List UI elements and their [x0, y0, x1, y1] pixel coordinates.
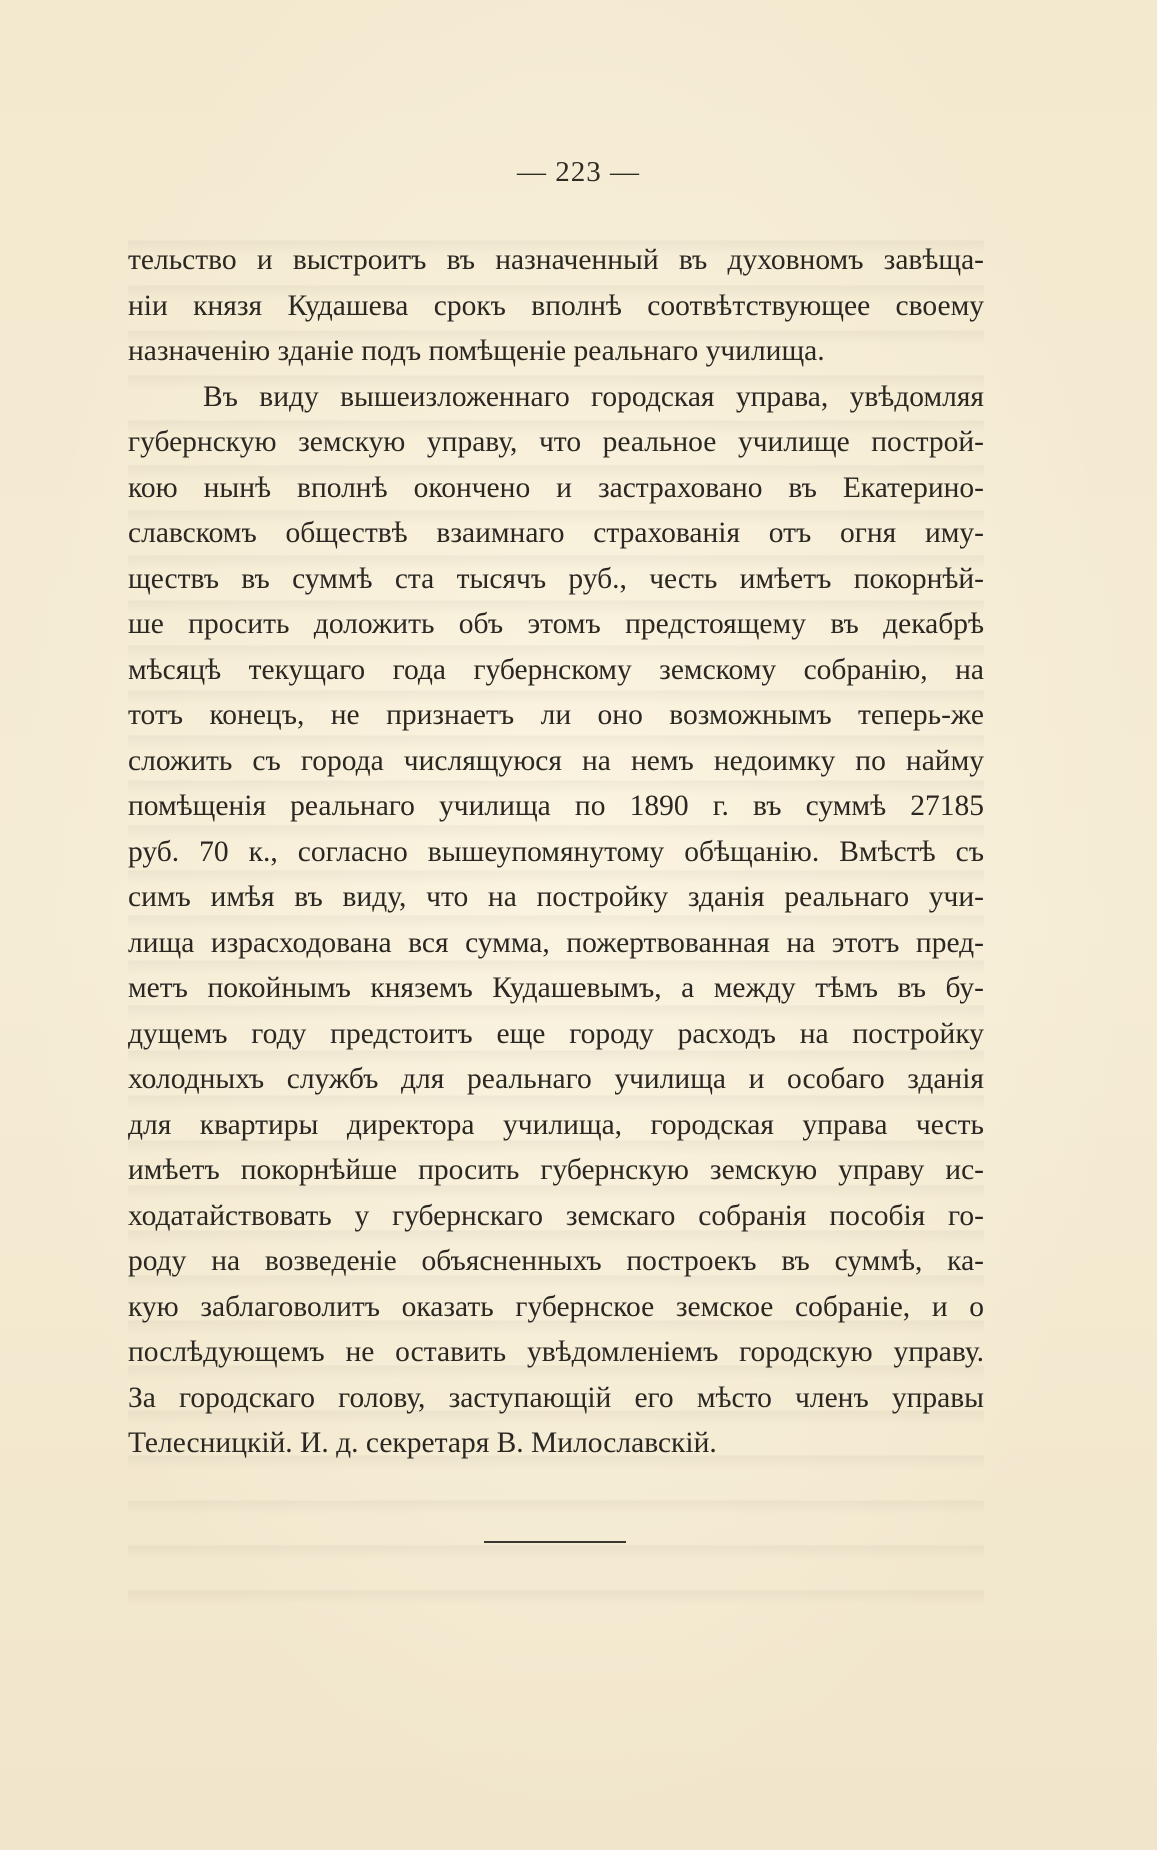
text-line: кую заблаговолитъ оказать губернское земское собранiе, и о — [128, 1290, 984, 1323]
text-line: ше просить доложить объ этомъ предстоящему въ декабрѣ — [128, 608, 984, 640]
text-line: славскомъ обществѣ взаимнаго страхованiя отъ огня иму- — [128, 517, 984, 549]
text-line: сложить съ города числящуюся на немъ недоимку по найму — [128, 744, 984, 777]
page-number: — 223 — — [517, 156, 640, 188]
text-line: роду на возведенiе объясненныхъ построекъ въ суммѣ, ка- — [128, 1245, 984, 1277]
text-line: имѣетъ покорнѣйше просить губернскую земскую управу ис- — [128, 1154, 984, 1186]
text-line: нiи князя Кудашева срокъ вполнѣ соотвѣтствующее своему — [128, 289, 984, 322]
text-line: ществъ въ суммѣ ста тысячъ руб., честь имѣетъ покорнѣй- — [128, 562, 984, 595]
text-line: для квартиры директора училища, городская управа честь — [128, 1108, 984, 1141]
paragraph-start-line: Въ виду вышеизложеннаго городская управа, увѣдомляя — [203, 380, 984, 413]
text-line: лища израсходована вся сумма, пожертвованная на этотъ пред- — [128, 926, 984, 959]
signature-line: Телесницкiй. И. д. секретаря В. Милославскiй. — [128, 1427, 717, 1459]
text-line: назначенiю зданiе подъ помѣщенiе реальнаго училища. — [128, 335, 825, 367]
text-line: мѣсяцѣ текущаго года губернскому земскому собранiю, на — [128, 653, 984, 686]
text-line: губернскую земскую управу, что реальное училище построй- — [128, 426, 984, 458]
text-line: дущемъ году предстоитъ еще городу расходъ на постройку — [128, 1017, 984, 1050]
text-line: помѣщенiя реальнаго училища по 1890 г. въ суммѣ 27185 — [128, 790, 984, 822]
text-line: ходатайствовать у губернскаго земскаго собранiя пособiя го- — [128, 1199, 984, 1232]
text-line: За городскаго голову, заступающiй его мѣсто членъ управы — [128, 1381, 984, 1414]
text-line: послѣдующемъ не оставить увѣдомленiемъ городскую управу. — [128, 1336, 984, 1368]
closing-rule — [484, 1541, 626, 1543]
text-line: руб. 70 к., согласно вышеупомянутому обѣщанiю. Вмѣстѣ съ — [128, 835, 984, 868]
text-line: тотъ конецъ, не признаетъ ли оно возможнымъ теперь-же — [128, 699, 984, 731]
text-line: метъ покойнымъ княземъ Кудашевымъ, а между тѣмъ въ бу- — [128, 972, 984, 1004]
text-line: кою нынѣ вполнѣ окончено и застраховано въ Екатерино- — [128, 471, 984, 504]
text-line: холодныхъ службъ для реальнаго училища и особаго зданiя — [128, 1063, 984, 1095]
text-line: тельство и выстроитъ въ назначенный въ духовномъ завѣща- — [128, 244, 984, 276]
text-line: симъ имѣя въ виду, что на постройку зданiя реальнаго учи- — [128, 881, 984, 913]
body-text — [128, 238, 984, 1467]
